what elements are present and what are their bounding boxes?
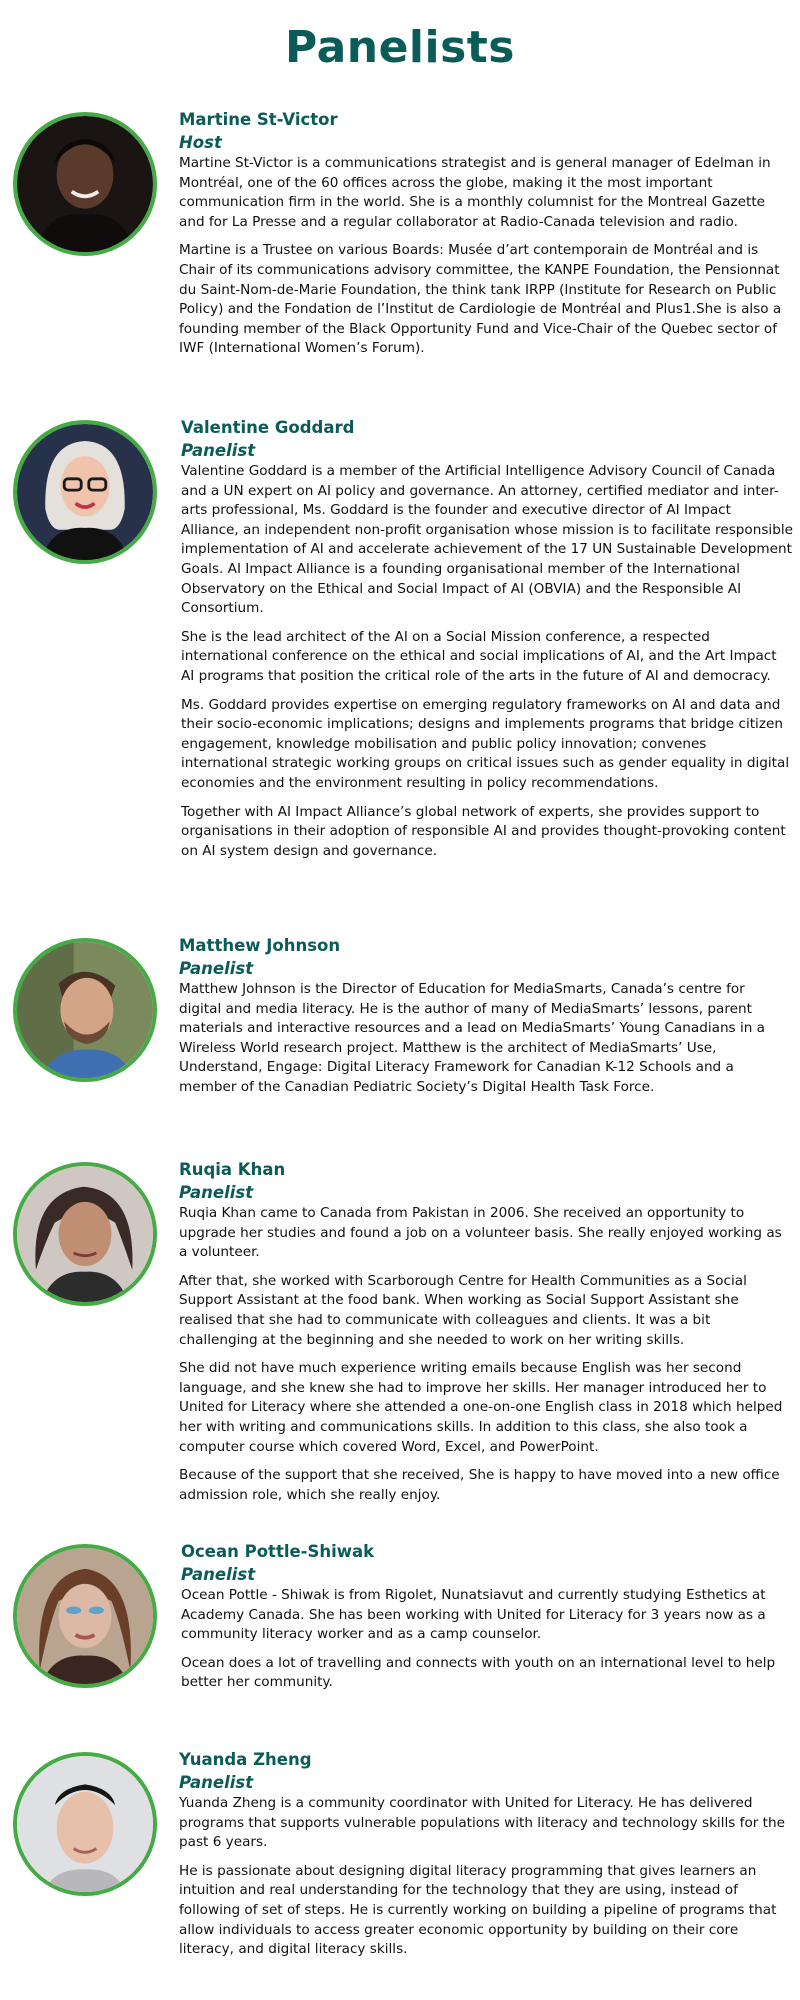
- bio-paragraph: Because of the support that she received, She is happy to have moved into a new office admission role, which she really enjoy.: [179, 1467, 780, 1503]
- bio-paragraph: Ocean Pottle - Shiwak is from Rigolet, Nunatsiavut and currently studying Esthetics at Academy Canada. She has been working with United for Literacy for 3 years now as a community literacy worker and as a camp counselor.: [181, 1587, 766, 1643]
- panelist-name: Valentine Goddard: [181, 418, 355, 437]
- panelist-bio: [179, 1748, 791, 1969]
- panelist-role: Panelist: [179, 959, 254, 978]
- bio-paragraph: Together with AI Impact Alliance’s global network of experts, she provides support to organisations in their adoption of responsible AI and provides thought-provoking content on AI system design and governance.: [181, 803, 786, 859]
- portrait-photo: [13, 1544, 157, 1688]
- panelist-bio: [181, 416, 793, 870]
- panelist-bio: [179, 934, 791, 1107]
- panelist-role: Panelist: [181, 1565, 256, 1584]
- panelist-role: Host: [179, 133, 222, 152]
- bio-paragraph: After that, she worked with Scarborough Centre for Health Communities as a Social Support Assistant at the food bank. When working as Social Support Assistant she realised that she had to communicate with colleagues and clients. It was a bit challenging at the beginning and she needed to work on her writing skills.: [179, 1272, 747, 1348]
- panelist-name: Ruqia Khan: [179, 1160, 286, 1179]
- panelist-role: Panelist: [179, 1773, 254, 1792]
- bio-paragraph: Matthew Johnson is the Director of Education for MediaSmarts, Canada’s centre for digital and media literacy. He is the author of many of MediaSmarts’ lessons, parent materials and interactive resources and a lead on MediaSmarts’ Young Canadians in a Wireless World research project. Matthew is the architect of MediaSmarts’ Use, Understand, Engage: Digital Literacy Framework for Canadian K-12 Schools and a member of the Canadian Pediatric Society’s Digital Health Task Force.: [179, 981, 766, 1095]
- bio-paragraph: Ruqia Khan came to Canada from Pakistan in 2006. She received an opportunity to upgrade her studies and found a job on a volunteer basis. She really enjoyed working as a volunteer.: [179, 1205, 782, 1261]
- bio-paragraph: Valentine Goddard is a member of the Artificial Intelligence Advisory Council of Canada and a UN expert on AI policy and governance. An attorney, certified mediator and inter-arts professional, Ms. Goddard is the founder and executive director of AI Impact Alliance, an independent non-profit organisation whose mission is to facilitate responsible implementation of AI and accelerate achievement of the 17 UN Sustainable Development Goals. AI Impact Alliance is a founding organisational member of the International Observatory on the Ethical and Social Impact of AI (OBVIA) and the Responsible AI Consortium.: [181, 463, 793, 617]
- portrait-photo: [13, 112, 157, 256]
- panelist-name: Yuanda Zheng: [179, 1750, 312, 1769]
- portrait-photo: [13, 1752, 157, 1896]
- bio-paragraph: She is the lead architect of the AI on a Social Mission conference, a respected international conference on the ethical and social implications of AI, and the Art Impact AI programs that position the critical role of the arts in the future of AI and democracy.: [181, 628, 777, 684]
- panelist-name: Matthew Johnson: [179, 936, 341, 955]
- panelist-bio: [181, 1540, 793, 1702]
- portrait-photo: [13, 420, 157, 564]
- panelist-name: Ocean Pottle-Shiwak: [181, 1542, 375, 1561]
- bio-paragraph: He is passionate about designing digital literacy programming that gives learners an intuition and real understanding for the technology that they are using, instead of following of set of steps. He is currently working on building a pipeline of programs that allow individuals to access greater economic opportunity by building on their core literacy, and digital literacy skills.: [179, 1862, 777, 1958]
- panelist-role: Panelist: [179, 1183, 254, 1202]
- bio-paragraph: She did not have much experience writing emails because English was her second language, and she knew she had to improve her skills. Her manager introduced her to United for Literacy where she attended a one-on-one English class in 2018 which helped her with writing and communications skills. In addition to this class, she also took a computer course which covered Word, Excel, and PowerPoint.: [179, 1360, 783, 1455]
- bio-paragraph: Ocean does a lot of travelling and connects with youth on an international level to help better her community.: [181, 1654, 776, 1691]
- panelist-bio: [179, 1158, 791, 1514]
- page-title: Panelists: [285, 22, 515, 73]
- bio-paragraph: Yuanda Zheng is a community coordinator with United for Literacy. He has delivered programs that supports vulnerable populations with literacy and technology skills for the past 6 years.: [179, 1795, 785, 1851]
- bio-paragraph: Martine is a Trustee on various Boards: Musée d’art contemporain de Montréal and is Chair of its communications advisory committee, the KANPE Foundation, the Pensionnat du Saint-Nom-de-Marie Foundation, the think tank IRPP (Institute for Research on Public Policy) and the Fondation de l’Institut de Cardiologie de Montréal and Plus1.She is also a founding member of the Black Opportunity Fund and Vice-Chair of the Quebec sector of IWF (International Women’s Forum).: [179, 242, 782, 357]
- panelist-bio: [179, 108, 791, 368]
- portrait-photo: [13, 1162, 157, 1306]
- panelist-name: Martine St-Victor: [179, 110, 338, 129]
- panelist-role: Panelist: [181, 441, 256, 460]
- bio-paragraph: Martine St-Victor is a communications strategist and is general manager of Edelman in Montréal, one of the 60 offices across the globe, making it the most important communication firm in the world. She is a monthly columnist for the Montreal Gazette and for La Presse and a regular collaborator at Radio-Canada television and radio.: [179, 155, 771, 230]
- portrait-photo: [13, 938, 157, 1082]
- bio-paragraph: Ms. Goddard provides expertise on emerging regulatory frameworks on AI and data and their socio-economic implications; designs and implements programs that bridge citizen engagement, knowledge mobilisation and public policy innovation; convenes international strategic working groups on critical issues such as gender equality in digital economies and the environment resulting in policy recommendations.: [181, 696, 790, 791]
